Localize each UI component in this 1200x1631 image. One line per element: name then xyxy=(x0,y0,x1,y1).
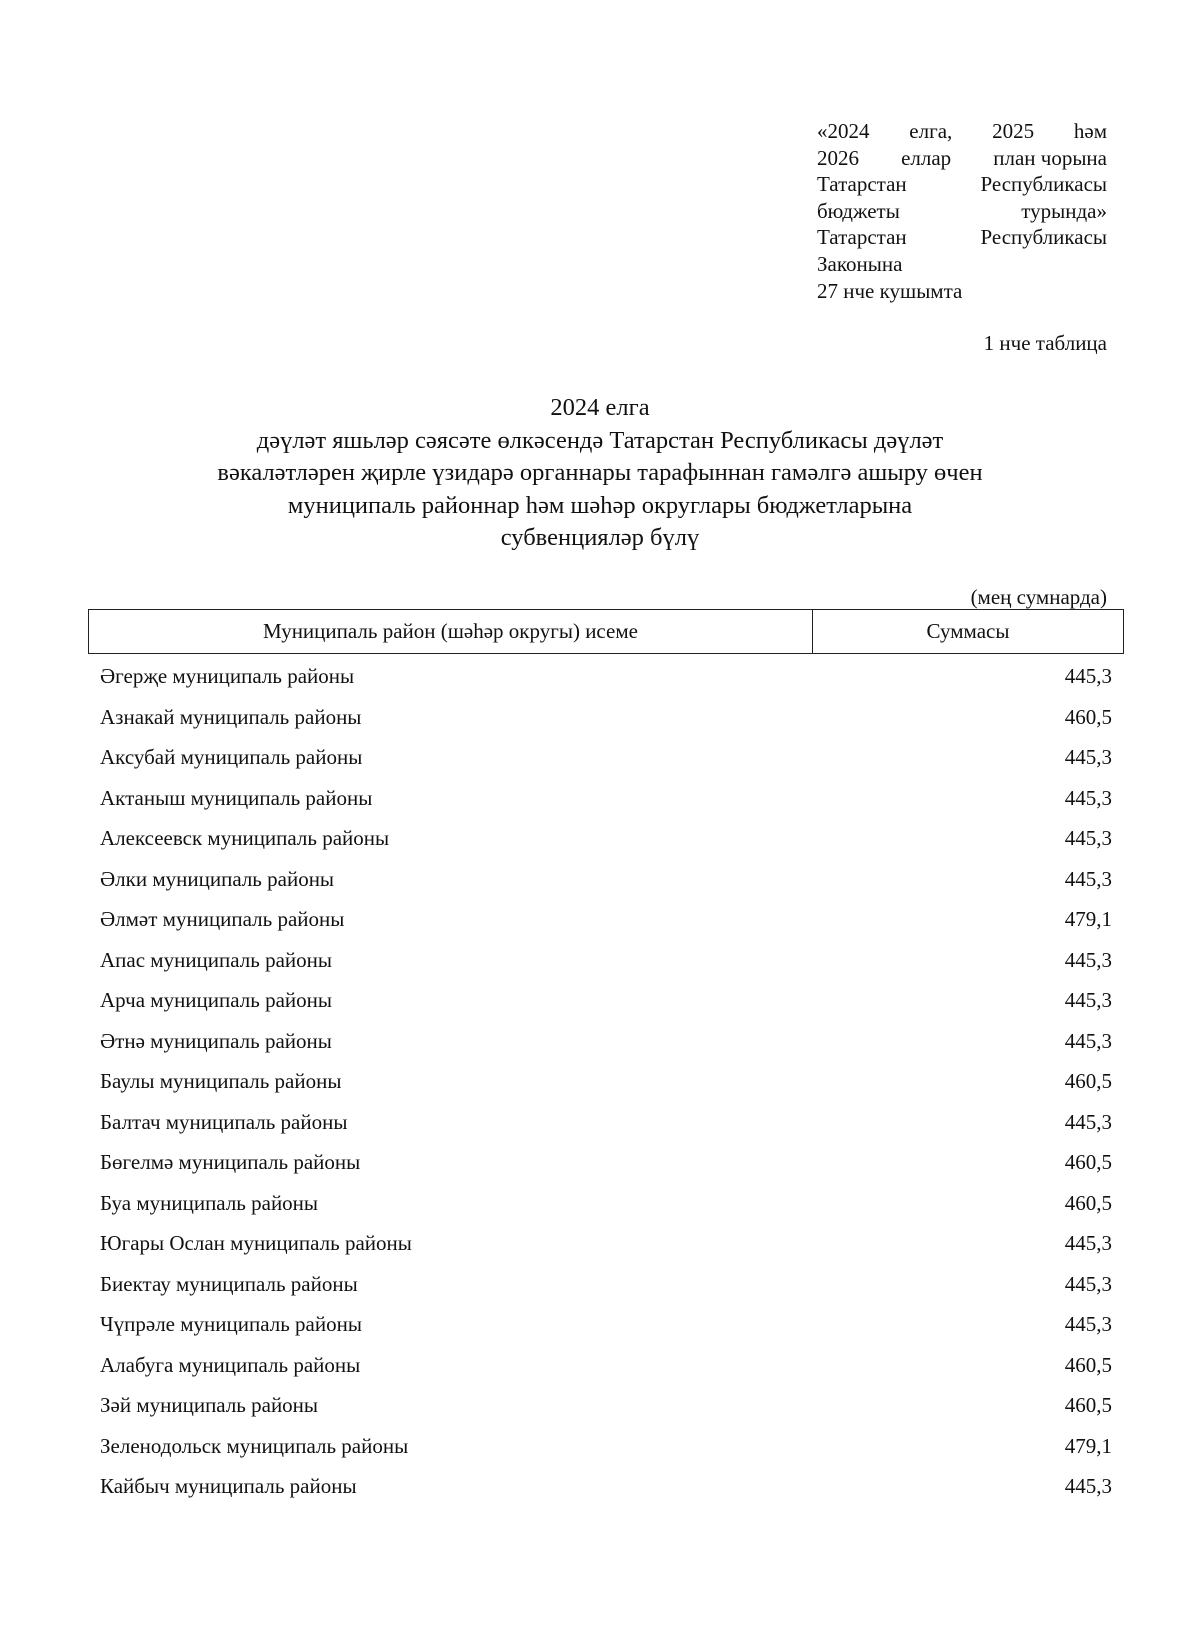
table-row xyxy=(100,818,1112,859)
district-name: Актаныш муниципаль районы xyxy=(100,785,373,810)
district-name: Аксубай муниципаль районы xyxy=(100,745,363,769)
table-row xyxy=(100,1304,1112,1345)
amount-value: 460,5 xyxy=(1064,1352,1112,1377)
district-name: Алексеевск муниципаль районы xyxy=(100,826,390,850)
district-name: Апас муниципаль районы xyxy=(100,947,332,972)
appendix-note-word: елга, xyxy=(909,119,953,143)
appendix-note xyxy=(817,118,1107,304)
appendix-note-word: «2024 xyxy=(817,119,870,143)
appendix-note-word: план чорына xyxy=(993,145,1107,170)
table-row xyxy=(100,1466,1112,1507)
table-row xyxy=(100,1021,1112,1062)
district-name: Зеленодольск муниципаль районы xyxy=(100,1433,409,1458)
title-line: вәкаләтләрен җирле үзидарә органнары тарафыннан гамәлгә ашыру өчен xyxy=(217,459,983,486)
district-name: Бөгелмә муниципаль районы xyxy=(100,1150,361,1174)
amount-value: 445,3 xyxy=(1064,988,1112,1012)
document-title xyxy=(120,392,1080,555)
column-header-amount: Суммасы xyxy=(926,619,1010,643)
amount-value: 445,3 xyxy=(1064,826,1112,850)
table-row xyxy=(100,1183,1112,1224)
title-line: дәүләт яшьләр сәясәте өлкәсендә Татарстан Республикасы дәүләт xyxy=(256,426,944,454)
table-row xyxy=(100,859,1112,900)
appendix-note-word: Республикасы xyxy=(980,225,1107,250)
table-header xyxy=(88,609,1124,654)
amount-value: 460,5 xyxy=(1064,1393,1112,1417)
table-row xyxy=(100,899,1112,940)
district-name: Югары Ослан муниципаль районы xyxy=(100,1231,412,1255)
district-name: Әлки муниципаль районы xyxy=(100,866,335,891)
amount-value: 445,3 xyxy=(1064,947,1112,972)
district-name: Зәй муниципаль районы xyxy=(100,1393,319,1417)
amount-value: 445,3 xyxy=(1064,745,1112,769)
district-name: Арча муниципаль районы xyxy=(100,988,332,1012)
district-name: Буа муниципаль районы xyxy=(100,1190,319,1215)
appendix-note-line xyxy=(817,251,1107,278)
table-row xyxy=(100,1102,1112,1143)
appendix-note-word: Татарстан xyxy=(817,172,907,197)
district-name: Әлмәт муниципаль районы xyxy=(100,907,345,931)
district-name: Биектау муниципаль районы xyxy=(100,1271,358,1296)
amount-value: 445,3 xyxy=(1064,1231,1112,1255)
district-name: Кайбыч муниципаль районы xyxy=(100,1474,357,1498)
table-row xyxy=(100,656,1112,697)
district-name: Баулы муниципаль районы xyxy=(100,1069,342,1093)
amount-value: 460,5 xyxy=(1064,1150,1112,1174)
title-line: муниципаль районнар һәм шәһәр округлары бюджетларына xyxy=(287,491,913,519)
table-row xyxy=(100,1223,1112,1264)
table-row xyxy=(100,737,1112,778)
district-name: Әгерҗе муниципаль районы xyxy=(100,664,355,688)
appendix-note-line xyxy=(817,198,1107,225)
appendix-note-line xyxy=(817,224,1107,251)
table-row xyxy=(100,980,1112,1021)
appendix-note-word: Республикасы xyxy=(980,172,1107,197)
appendix-note-line xyxy=(817,145,1107,172)
amount-value: 445,3 xyxy=(1064,1109,1112,1134)
amount-value: 479,1 xyxy=(1064,1433,1112,1458)
appendix-note-line xyxy=(817,278,1107,305)
amount-value: 445,3 xyxy=(1064,664,1112,688)
amount-value: 460,5 xyxy=(1064,1069,1112,1093)
table-row xyxy=(100,1426,1112,1467)
column-header-name: Муниципаль район (шәһәр округы) исеме xyxy=(89,610,813,653)
appendix-note-line xyxy=(817,171,1107,198)
amount-value: 445,3 xyxy=(1064,1028,1112,1053)
amount-value: 445,3 xyxy=(1064,1474,1112,1498)
appendix-note-word: Татарстан xyxy=(817,225,907,250)
table-row xyxy=(100,1061,1112,1102)
appendix-note-line xyxy=(817,118,1107,145)
amount-value: 445,3 xyxy=(1064,1271,1112,1296)
district-name: Балтач муниципаль районы xyxy=(100,1109,348,1134)
table-row xyxy=(100,1385,1112,1426)
units-note: (мең сумнарда) xyxy=(970,585,1107,609)
district-name: Әтнә муниципаль районы xyxy=(100,1028,332,1053)
title-line: субвенцияләр бүлү xyxy=(500,524,700,551)
amount-value: 479,1 xyxy=(1064,907,1112,931)
district-name: Чүпрәле муниципаль районы xyxy=(100,1312,362,1336)
title-line: 2024 елга xyxy=(550,394,650,421)
amount-value: 445,3 xyxy=(1064,866,1112,891)
table-row xyxy=(100,697,1112,738)
table-row xyxy=(100,940,1112,981)
amount-value: 460,5 xyxy=(1064,704,1112,729)
table-row xyxy=(100,1264,1112,1305)
appendix-note-word: 2025 xyxy=(992,119,1035,143)
appendix-note-word: һәм xyxy=(1073,119,1107,143)
district-name: Азнакай муниципаль районы xyxy=(100,704,362,729)
appendix-note-word: турында» xyxy=(1021,198,1107,223)
amount-value: 445,3 xyxy=(1064,785,1112,810)
district-name: Алабуга муниципаль районы xyxy=(100,1352,361,1377)
amount-value: 460,5 xyxy=(1064,1190,1112,1215)
table-row xyxy=(100,778,1112,819)
table-body xyxy=(100,656,1112,1507)
appendix-note-word: Законына xyxy=(817,251,903,276)
amount-value: 445,3 xyxy=(1064,1312,1112,1336)
appendix-note-word: 27 нче кушымта xyxy=(817,278,963,303)
table-row xyxy=(100,1142,1112,1183)
table-number: 1 нче таблица xyxy=(983,331,1107,355)
appendix-note-word: еллар xyxy=(901,145,952,170)
appendix-note-word: 2026 xyxy=(817,145,859,170)
table-row xyxy=(100,1345,1112,1386)
appendix-note-word: бюджеты xyxy=(817,198,900,223)
